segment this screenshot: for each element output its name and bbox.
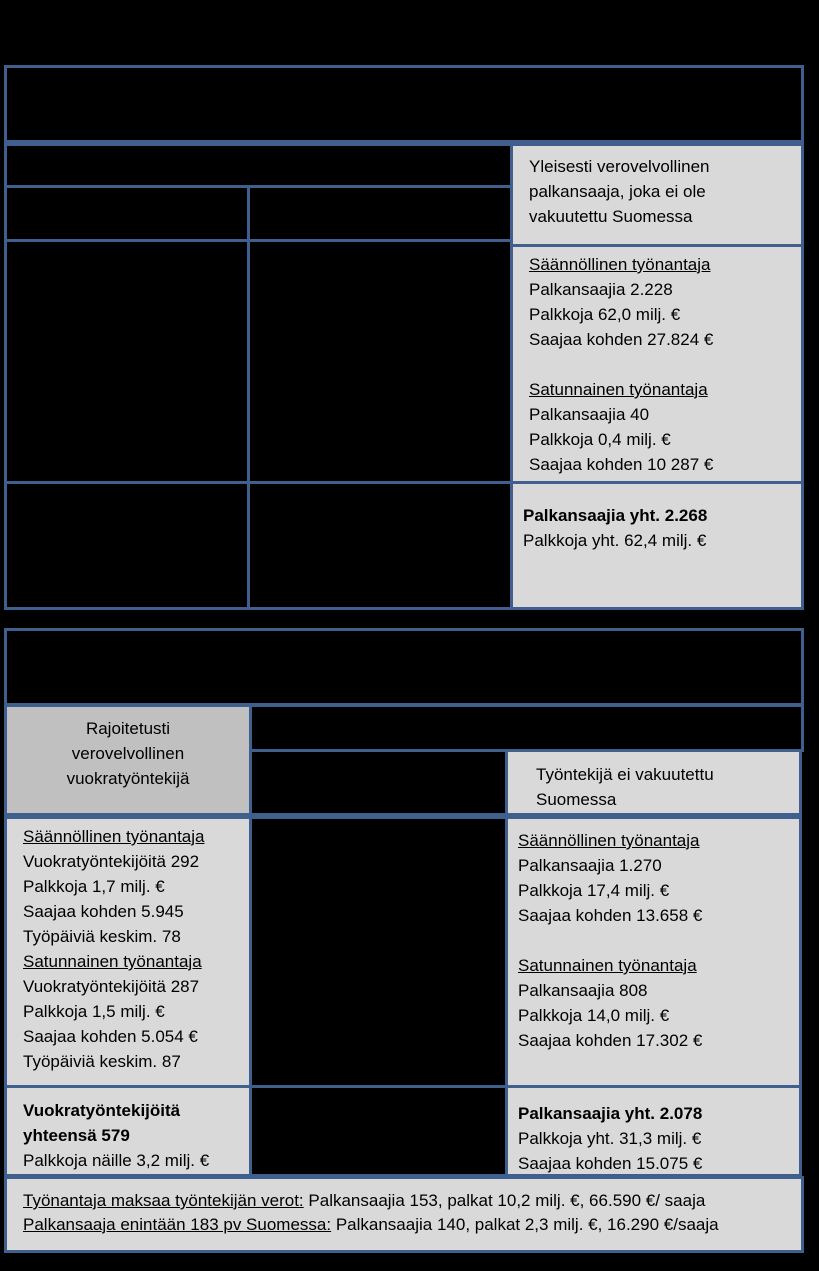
footer-line-2-value: Palkansaajia 140, palkat 2,3 milj. €, 16.290 €/saaja [331, 1215, 719, 1234]
bottom-left-total-bold: Vuokratyöntekijöitä [23, 1101, 181, 1120]
bottom-left-regular-line: Palkkoja 1,7 milj. € [23, 877, 165, 896]
bottom-left-header-cell [4, 704, 252, 816]
bottom-left-occasional-label: Satunnainen työnantaja [23, 952, 202, 971]
bottom-left-header-line: verovelvollinen [71, 744, 185, 763]
top-col2-total-cell [247, 481, 513, 610]
footer-line-1-value: Palkansaajia 153, palkat 10,2 milj. €, 66.590 €/ saaja [303, 1191, 706, 1210]
top-header-line: vakuutettu Suomessa [529, 207, 693, 226]
bottom-right-total-bold: Palkansaajia yht. 2.078 [518, 1104, 703, 1123]
top-data-cell [510, 244, 804, 484]
top-col2-header-cell [247, 185, 513, 242]
bottom-left-header-line: Rajoitetusti [85, 719, 171, 738]
footer-line-1 [23, 1189, 801, 1213]
bottom-title-cell [4, 628, 804, 706]
bottom-middle-data-cell [249, 816, 508, 1088]
top-total-bold: Palkansaajia yht. 2.268 [523, 506, 708, 525]
bottom-right-total-line: Saajaa kohden 15.075 € [518, 1154, 703, 1173]
bottom-right-regular-label: Säännöllinen työnantaja [518, 831, 700, 850]
footer-line-1-label: Työnantaja maksaa työntekijän verot: [23, 1191, 304, 1210]
top-regular-line: Saajaa kohden 27.824 € [529, 330, 714, 349]
bottom-left-occasional-line: Palkkoja 1,5 milj. € [23, 1002, 165, 1021]
top-occasional-line: Saajaa kohden 10 287 € [529, 455, 714, 474]
footer-line-2 [23, 1213, 801, 1237]
footer-line-2-label: Palkansaaja enintään 183 pv Suomessa: [23, 1215, 332, 1234]
bottom-right-total-cell [505, 1085, 802, 1177]
top-occasional-line: Palkkoja 0,4 milj. € [529, 430, 671, 449]
top-regular-line: Palkansaajia 2.228 [529, 280, 673, 299]
bottom-left-total-line: Palkkoja näille 3,2 milj. € [23, 1151, 210, 1170]
bottom-left-occasional-line: Työpäiviä keskim. 87 [23, 1052, 181, 1071]
bottom-left-occasional-line: Saajaa kohden 5.054 € [23, 1027, 198, 1046]
top-total-cell [510, 481, 804, 610]
top-header-line: palkansaaja, joka ei ole [529, 182, 706, 201]
bottom-middle-header-cell [249, 749, 508, 816]
bottom-right-regular-line: Saajaa kohden 13.658 € [518, 906, 703, 925]
bottom-left-data-cell [4, 816, 252, 1088]
bottom-left-regular-line: Vuokratyöntekijöitä 292 [23, 852, 200, 871]
bottom-right-occasional-line: Palkansaajia 808 [518, 981, 648, 1000]
bottom-right-header-line: Suomessa [536, 790, 617, 809]
bottom-right-header-cell [505, 749, 802, 816]
bottom-left-regular-line: Saajaa kohden 5.945 [23, 902, 184, 921]
bottom-right-data-cell [505, 816, 802, 1088]
top-header-line: Yleisesti verovelvollinen [529, 157, 710, 176]
top-subheader-cell [4, 143, 513, 188]
bottom-right-regular-line: Palkkoja 17,4 milj. € [518, 881, 670, 900]
top-occasional-label: Satunnainen työnantaja [529, 380, 708, 399]
top-col2-data-cell [247, 239, 513, 484]
top-header-cell [510, 143, 804, 247]
top-total-line: Palkkoja yht. 62,4 milj. € [523, 531, 707, 550]
bottom-left-occasional-line: Vuokratyöntekijöitä 287 [23, 977, 200, 996]
top-regular-line: Palkkoja 62,0 milj. € [529, 305, 681, 324]
bottom-left-regular-line: Työpäiviä keskim. 78 [23, 927, 181, 946]
bottom-left-header-line: vuokratyöntekijä [66, 769, 190, 788]
bottom-left-total-bold: yhteensä 579 [23, 1126, 130, 1145]
bottom-right-occasional-line: Saajaa kohden 17.302 € [518, 1031, 703, 1050]
bottom-right-total-line: Palkkoja yht. 31,3 milj. € [518, 1129, 702, 1148]
bottom-left-regular-label: Säännöllinen työnantaja [23, 827, 205, 846]
top-occasional-line: Palkansaajia 40 [529, 405, 650, 424]
top-col1-data-cell [4, 239, 250, 484]
top-col1-header-cell [4, 185, 250, 242]
bottom-subheader-cell [249, 704, 804, 752]
top-title-cell [4, 65, 804, 143]
top-regular-label: Säännöllinen työnantaja [529, 255, 711, 274]
bottom-right-occasional-line: Palkkoja 14,0 milj. € [518, 1006, 670, 1025]
footer-cell [4, 1176, 804, 1253]
bottom-right-header-line: Työntekijä ei vakuutettu [536, 765, 714, 784]
bottom-middle-total-cell [249, 1085, 508, 1177]
bottom-right-occasional-label: Satunnainen työnantaja [518, 956, 697, 975]
bottom-left-total-cell [4, 1085, 252, 1177]
bottom-right-regular-line: Palkansaajia 1.270 [518, 856, 662, 875]
top-col1-total-cell [4, 481, 250, 610]
